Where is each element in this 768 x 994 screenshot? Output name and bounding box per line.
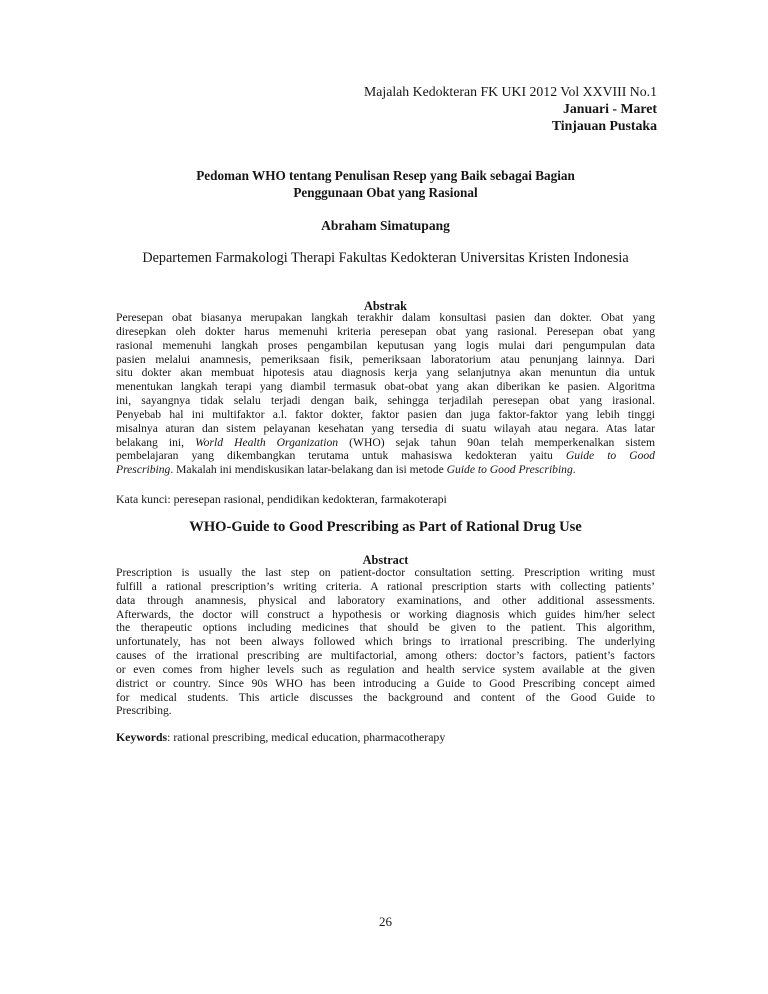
paragraph-line: data through anamnesis, physical and laboratory examinations, and other additional assessments. xyxy=(116,593,655,607)
article-title-indonesian xyxy=(116,167,655,201)
abstract-english-paragraph xyxy=(116,566,655,718)
journal-header-period: Januari - Maret xyxy=(562,101,657,116)
paragraph-line: diresepkan oleh dokter harus memenuhi kriteria peresepan obat yang rasional. Peresepan obat yang xyxy=(116,324,655,338)
paragraph-line: misalnya aturan dan sistem pelayanan kesehatan yang tersedia di suatu wilayah atau negara. Atas latar xyxy=(116,421,655,435)
keywords-label: Keywords xyxy=(116,730,168,744)
paragraph-line: menentukan langkah terapi yang diambil termasuk obat-obat yang akan diberikan ke pasien. Algoritma xyxy=(116,380,655,394)
paragraph-line: situ dokter akan membuat hipotesis atau diagnosis kerja yang selanjutnya akan menuntun dia untuk xyxy=(116,366,655,380)
abstract-indonesian-paragraph xyxy=(116,311,655,477)
kata-kunci-line: Kata kunci: peresepan rasional, pendidikan kedokteran, farmakoterapi xyxy=(116,492,447,506)
paragraph-line: ini, sayangnya tidak selalu terjadi dengan baik, sehingga terjadilah peresepan obat yang irasional. xyxy=(116,394,655,408)
page-number: 26 xyxy=(379,914,392,929)
paragraph-line: or even comes from higher levels such as regulation and health service system available at the given xyxy=(116,662,655,676)
abstrak-heading: Abstrak xyxy=(363,299,408,313)
paragraph-line: Prescribing. xyxy=(116,704,172,718)
article-title-english: WHO-Guide to Good Prescribing as Part of Rational Drug Use xyxy=(189,519,582,535)
paragraph-line: the therapeutic options including medicines that should be given to the patient. This algorithm, xyxy=(116,621,655,635)
abstract-heading: Abstract xyxy=(362,553,409,567)
author-name: Abraham Simatupang xyxy=(321,218,450,233)
paragraph-line: pasien melalui anamnesis, pemeriksaan fisik, pemeriksaan laboratorium atau penunjang lainnya. Dari xyxy=(116,352,655,366)
paragraph-line: Afterwards, the doctor will construct a hypothesis or working diagnosis which guides him/her select xyxy=(116,607,655,621)
paragraph-line: Prescribing. Makalah ini mendiskusikan latar-belakang dan isi metode Guide to Good Prescribing. xyxy=(116,463,576,477)
paragraph-line: fulfill a rational prescription’s writing criteria. A rational prescription starts with collecting patients’ xyxy=(116,579,655,593)
paragraph-line: district or country. Since 90s WHO has been introducing a Guide to Good Prescribing concept aimed xyxy=(116,676,655,690)
keywords-text: : rational prescribing, medical education, pharmacotherapy xyxy=(167,730,446,744)
paragraph-line: for medical students. This article discusses the background and content of the Good Guide to xyxy=(116,690,655,704)
journal-header xyxy=(364,83,657,134)
paragraph-line: Peresepan obat biasanya merupakan langkah terakhir dalam konsultasi pasien dan dokter. Obat yang xyxy=(116,311,655,324)
journal-header-section: Tinjauan Pustaka xyxy=(551,118,657,133)
paragraph-line: unfortunately, has not been always followed which brings to irrational prescribing. The underlying xyxy=(116,635,655,649)
article-title-line2: Penggunaan Obat yang Rasional xyxy=(293,185,478,200)
paragraph-line: belakang ini, World Health Organization (WHO) sejak tahun 90an telah memperkenalkan sistem xyxy=(116,435,655,449)
paragraph-line: Prescription is usually the last step on patient-doctor consultation setting. Prescription writing must xyxy=(116,566,655,579)
journal-header-volume: Majalah Kedokteran FK UKI 2012 Vol XXVIII No.1 xyxy=(363,84,657,99)
author-affiliation: Departemen Farmakologi Therapi Fakultas Kedokteran Universitas Kristen Indonesia xyxy=(142,250,629,266)
keywords-line xyxy=(116,730,655,745)
paragraph-line: Penyebab hal ini multifaktor a.l. faktor dokter, faktor pasien dan juga faktor-faktor yang lebih tinggi xyxy=(116,407,655,421)
paragraph-line: causes of the irrational prescribing are multifactorial, among others: doctor’s factors, patient’s factors xyxy=(116,649,655,663)
paragraph-line: rasional memenuhi langkah proses pengambilan keputusan yang logis mulai dari pengumpulan data xyxy=(116,338,655,352)
article-title-line1: Pedoman WHO tentang Penulisan Resep yang Baik sebagai Bagian xyxy=(196,168,575,183)
paragraph-line: pembelajaran yang dikembangkan terutama untuk mahasiswa kedokteran yaitu Guide to Good xyxy=(116,449,655,463)
